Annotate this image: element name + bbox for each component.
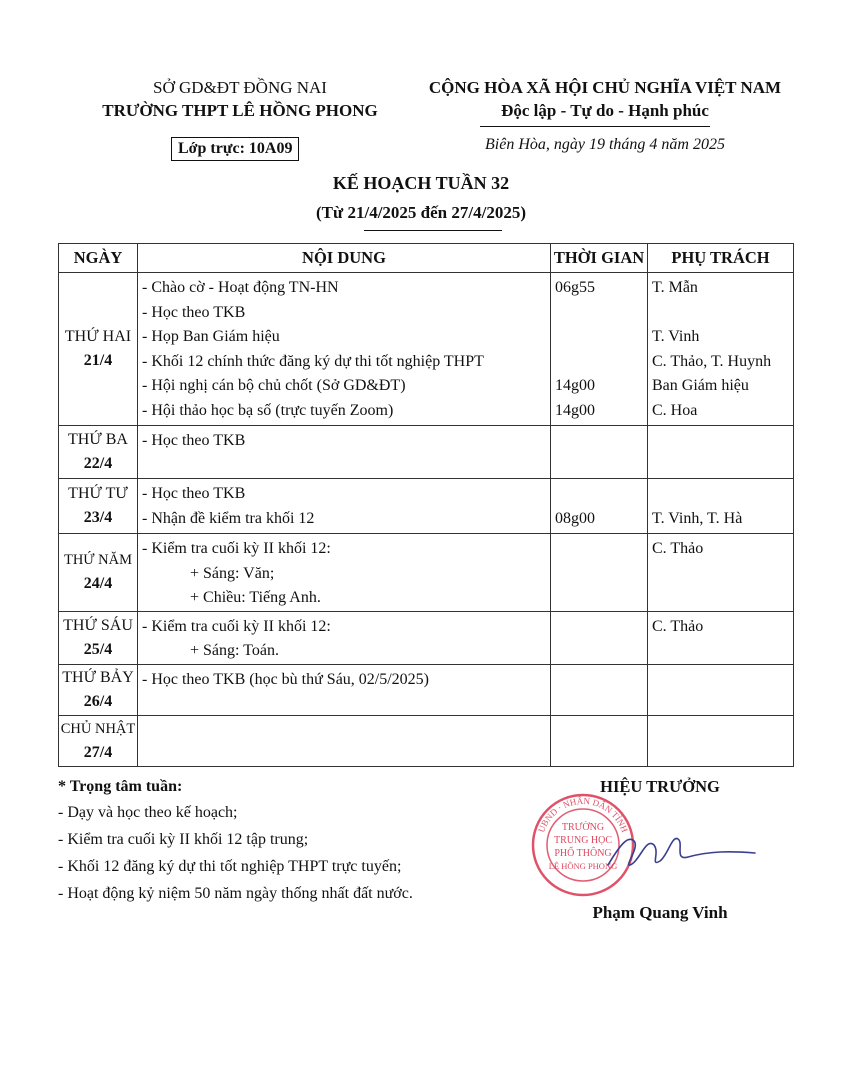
day-name: CHỦ NHẬT: [60, 720, 136, 737]
day-cell: [59, 611, 138, 664]
person-cell: [648, 611, 794, 664]
day-cell: [59, 534, 138, 612]
content-line: - Học theo TKB: [142, 485, 246, 502]
table-row: [59, 534, 794, 612]
content-line: - Kiểm tra cuối kỳ II khối 12:: [142, 617, 331, 635]
header-content: NỘI DUNG: [138, 244, 551, 273]
content-line: - Học theo TKB: [142, 303, 246, 321]
header-left: [90, 76, 390, 122]
duty-class-box: Lớp trực: 10A09: [171, 137, 299, 161]
focus-item: - Hoạt động kỷ niệm 50 năm ngày thống nhất đất nước.: [58, 885, 413, 902]
table-row: [59, 479, 794, 534]
person-value: T. Vinh, T. Hà: [652, 509, 743, 527]
day-date: 27/4: [83, 743, 113, 761]
content-line: - Họp Ban Giám hiệu: [142, 328, 280, 345]
principal-title: HIỆU TRƯỞNG: [600, 777, 720, 796]
day-date: 26/4: [83, 692, 113, 710]
content-line: + Sáng: Văn;: [190, 564, 275, 582]
motto-underline: [480, 126, 710, 127]
department-name: SỞ GD&ĐT ĐỒNG NAI: [153, 78, 327, 97]
time-cell: [551, 664, 648, 715]
table-row: [59, 664, 794, 715]
day-cell: [59, 715, 138, 766]
focus-item: - Dạy và học theo kế hoạch;: [58, 804, 238, 821]
title-underline: [364, 230, 502, 231]
time-cell: [551, 715, 648, 766]
content-line: - Hội thảo học bạ số (trực tuyến Zoom): [142, 401, 394, 419]
day-date: 22/4: [83, 455, 113, 472]
time-cell: [551, 426, 648, 479]
principal-name: Phạm Quang Vinh: [592, 903, 728, 922]
table-row: [59, 715, 794, 766]
date-place: Biên Hòa, ngày 19 tháng 4 năm 2025: [485, 136, 725, 153]
day-name: THỨ HAI: [64, 328, 132, 345]
time-cell: [551, 479, 648, 534]
day-date: 21/4: [83, 352, 113, 369]
header-time: THỜI GIAN: [551, 244, 648, 273]
seal-line: PHỔ THÔNG: [554, 848, 612, 859]
content-line: - Nhận đề kiểm tra khối 12: [142, 509, 315, 527]
table-row: [59, 426, 794, 479]
national-motto: Độc lập - Tự do - Hạnh phúc: [501, 101, 709, 120]
person-value: T. Mẫn: [652, 279, 698, 296]
person-value: Ban Giám hiệu: [652, 377, 749, 394]
seal-outer-text: UBND · NHÂN DÂN TỈNH: [536, 795, 630, 834]
weekly-focus: [58, 775, 528, 907]
content-cell: [138, 426, 551, 479]
day-name: THỨ BẢY: [62, 668, 134, 686]
person-value: [648, 301, 793, 326]
day-date: 23/4: [83, 509, 113, 526]
header-right: [395, 76, 815, 122]
content-line: - Kiểm tra cuối kỳ II khối 12:: [142, 540, 331, 557]
day-cell: [59, 426, 138, 479]
table-header-row: [59, 244, 794, 273]
page-subtitle: (Từ 21/4/2025 đến 27/4/2025): [316, 203, 526, 222]
person-cell: [648, 479, 794, 534]
day-name: THỨ NĂM: [63, 552, 133, 569]
time-value: 14g00: [555, 377, 595, 394]
content-line: - Học theo TKB: [142, 432, 246, 449]
content-cell: [138, 611, 551, 664]
person-cell: [648, 426, 794, 479]
time-value: [551, 482, 647, 507]
time-value: [551, 301, 647, 326]
content-line: + Sáng: Toán.: [190, 642, 279, 659]
focus-heading: * Trọng tâm tuần:: [58, 778, 183, 795]
time-cell: [551, 534, 648, 612]
page-title: KẾ HOẠCH TUẦN 32: [332, 173, 510, 193]
school-name: TRƯỜNG THPT LÊ HỒNG PHONG: [102, 101, 378, 120]
content-cell: [138, 664, 551, 715]
content-line: - Hội nghị cán bộ chủ chốt (Sở GD&ĐT): [142, 377, 406, 394]
person-value: C. Thảo: [652, 617, 704, 635]
person-cell: [648, 534, 794, 612]
content-cell: [138, 715, 551, 766]
person-cell: [648, 664, 794, 715]
time-value: [551, 325, 647, 350]
day-name: THỨ BA: [68, 431, 128, 448]
time-value: 14g00: [555, 401, 595, 419]
time-value: [551, 350, 647, 375]
seal-line: LÊ HỒNG PHONG: [548, 861, 618, 871]
day-cell: [59, 273, 138, 426]
signature: [600, 815, 760, 885]
day-name: THỨ SÁU: [63, 616, 133, 634]
content-line: + Chiều: Tiếng Anh.: [190, 589, 321, 606]
day-date: 25/4: [83, 640, 113, 658]
person-value: C. Thảo, T. Huynh: [652, 352, 772, 370]
day-name: THỨ TƯ: [68, 485, 128, 502]
header-day: NGÀY: [59, 244, 138, 273]
seal-line: TRUNG HỌC: [553, 835, 613, 846]
person-value: [648, 482, 793, 507]
focus-item: - Khối 12 đăng ký dự thi tốt nghiệp THPT trực tuyến;: [58, 858, 402, 875]
content-line: - Khối 12 chính thức đăng ký dự thi tốt nghiệp THPT: [142, 352, 484, 370]
day-cell: [59, 479, 138, 534]
seal-line: TRƯỜNG: [561, 822, 605, 833]
content-line: - Học theo TKB (học bù thứ Sáu, 02/5/2025): [142, 670, 430, 688]
person-value: T. Vinh: [652, 328, 700, 345]
person-value: C. Hoa: [652, 401, 698, 419]
content-cell: [138, 534, 551, 612]
time-cell: [551, 611, 648, 664]
day-date: 24/4: [83, 575, 113, 593]
header-person: PHỤ TRÁCH: [648, 244, 794, 273]
table-row: [59, 611, 794, 664]
content-cell: [138, 479, 551, 534]
table-row: [59, 273, 794, 426]
person-cell: [648, 273, 794, 426]
person-cell: [648, 715, 794, 766]
country-name: CỘNG HÒA XÃ HỘI CHỦ NGHĨA VIỆT NAM: [428, 78, 782, 97]
content-cell: [138, 273, 551, 426]
person-value: C. Thảo: [652, 540, 704, 557]
content-line: - Chào cờ - Hoạt động TN-HN: [142, 279, 339, 296]
time-cell: [551, 273, 648, 426]
time-value: 06g55: [555, 279, 595, 296]
weekly-plan-table: [58, 243, 794, 767]
signature-icon: [600, 815, 760, 885]
day-cell: [59, 664, 138, 715]
time-value: 08g00: [555, 509, 595, 527]
focus-item: - Kiểm tra cuối kỳ II khối 12 tập trung;: [58, 831, 309, 848]
